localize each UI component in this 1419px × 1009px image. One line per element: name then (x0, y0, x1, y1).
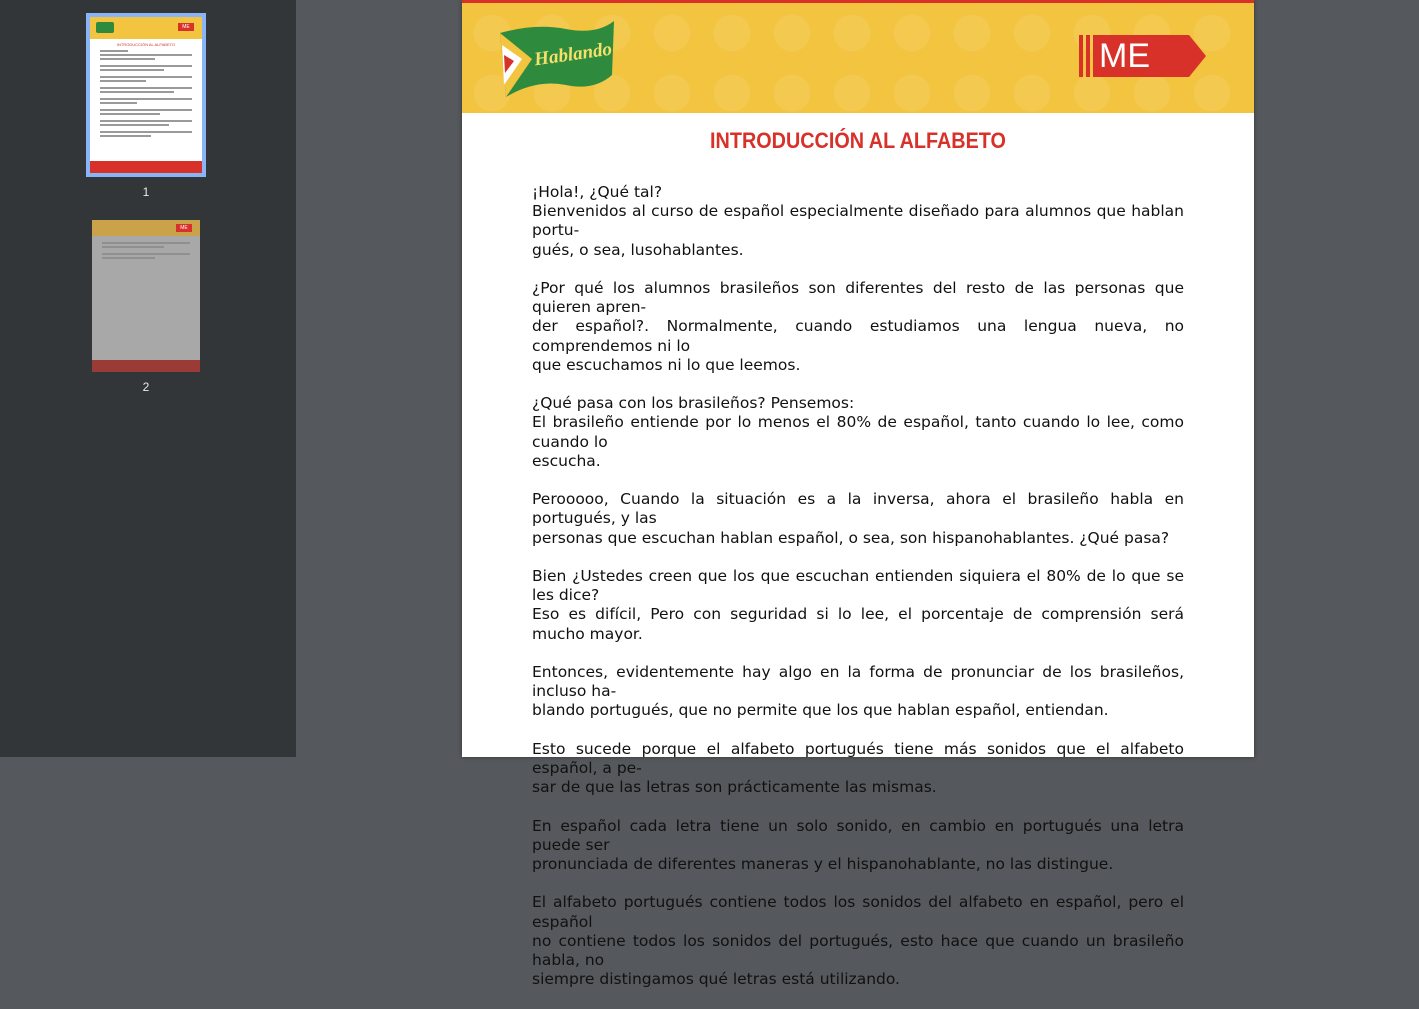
paragraph: ¿Qué pasa con los brasileños? Pensemos: El brasileño entiende por lo menos el 80% de español, tanto cuando lo lee, como cuando lo escucha. (532, 394, 1184, 470)
thumbnail-footer (90, 161, 202, 173)
document-title: INTRODUCCIÓN AL ALFABETO (710, 128, 1006, 153)
document-body (532, 183, 1184, 1009)
thumbnail-header (92, 220, 200, 236)
thumbnail-title: INTRODUCCIÓN AL ALFABETO (116, 42, 176, 47)
thumbnail-label: 2 (142, 380, 150, 394)
thumbnail-badge: ME (176, 224, 192, 232)
thumbnail-page-2[interactable] (86, 220, 206, 394)
thumbnail-page-1[interactable] (86, 13, 206, 199)
thumbnail-badge: ME (178, 23, 194, 31)
thumbnail-header (90, 17, 202, 39)
thumbnail-text-lines (92, 236, 200, 259)
thumbnail-image (92, 220, 200, 372)
thumbnail-frame[interactable] (86, 13, 206, 177)
paragraph: ¡Hola!, ¿Qué tal? Bienvenidos al curso de español especialmente diseñado para alumnos que hablan portu- gués, o sea, lusohablantes. (532, 183, 1184, 259)
thumbnail-image (90, 17, 202, 173)
thumbnail-sidebar (0, 0, 296, 757)
me-badge-text: ME (1099, 37, 1150, 75)
document-page (462, 0, 1254, 989)
flag-icon (96, 22, 114, 33)
paragraph: Esto sucede porque el alfabeto portugués tiene más sonidos que el alfabeto español, a pe- sar de que las letras son prácticamente las mismas. (532, 739, 1184, 797)
paragraph: Perooooo, Cuando la situación es a la inversa, ahora el brasileño habla en portugués, y las personas que escuchan hablan español, o sea, son hispanohablantes. ¿Qué pasa? (532, 490, 1184, 547)
page-header (462, 0, 1254, 113)
paragraph: Entonces, evidentemente hay algo en la forma de pronunciar de los brasileños, incluso ha- blando portugués, que no permite que los que hablan español, entiendan. (532, 663, 1184, 720)
paragraph: Bien ¿Ustedes creen que los que escuchan entienden siquiera el 80% de lo que se les dice? Eso es difícil, Pero con seguridad si lo lee, el porcentaje de comprensión será mucho mayor. (532, 567, 1184, 643)
thumbnail-footer (92, 360, 200, 372)
paragraph: En español cada letra tiene un solo sonido, en cambio en portugués una letra puede ser pronunciada de diferentes maneras y el hispanohablante, no las distingue. (532, 816, 1184, 873)
paragraph: ¿Por qué los alumnos brasileños son diferentes del resto de las personas que quieren apren- der español?. Normalmente, cuando estudiamos una lengua nueva, no comprendemos ni lo que escuchamos ni lo que leemos. (532, 279, 1184, 374)
hablando-flag-logo (496, 15, 618, 103)
thumbnail-frame[interactable] (86, 220, 206, 372)
thumbnail-text-lines (90, 47, 202, 137)
paragraph: El alfabeto portugués contiene todos los sonidos del alfabeto en español, pero el español no contiene todos los sonidos del portugués, esto hace que cuando un brasileño habla, no siempre distingamos qué letras está utilizando. (532, 893, 1184, 989)
svg-text:Hablando: Hablando (532, 38, 614, 71)
thumbnail-label: 1 (142, 185, 150, 199)
